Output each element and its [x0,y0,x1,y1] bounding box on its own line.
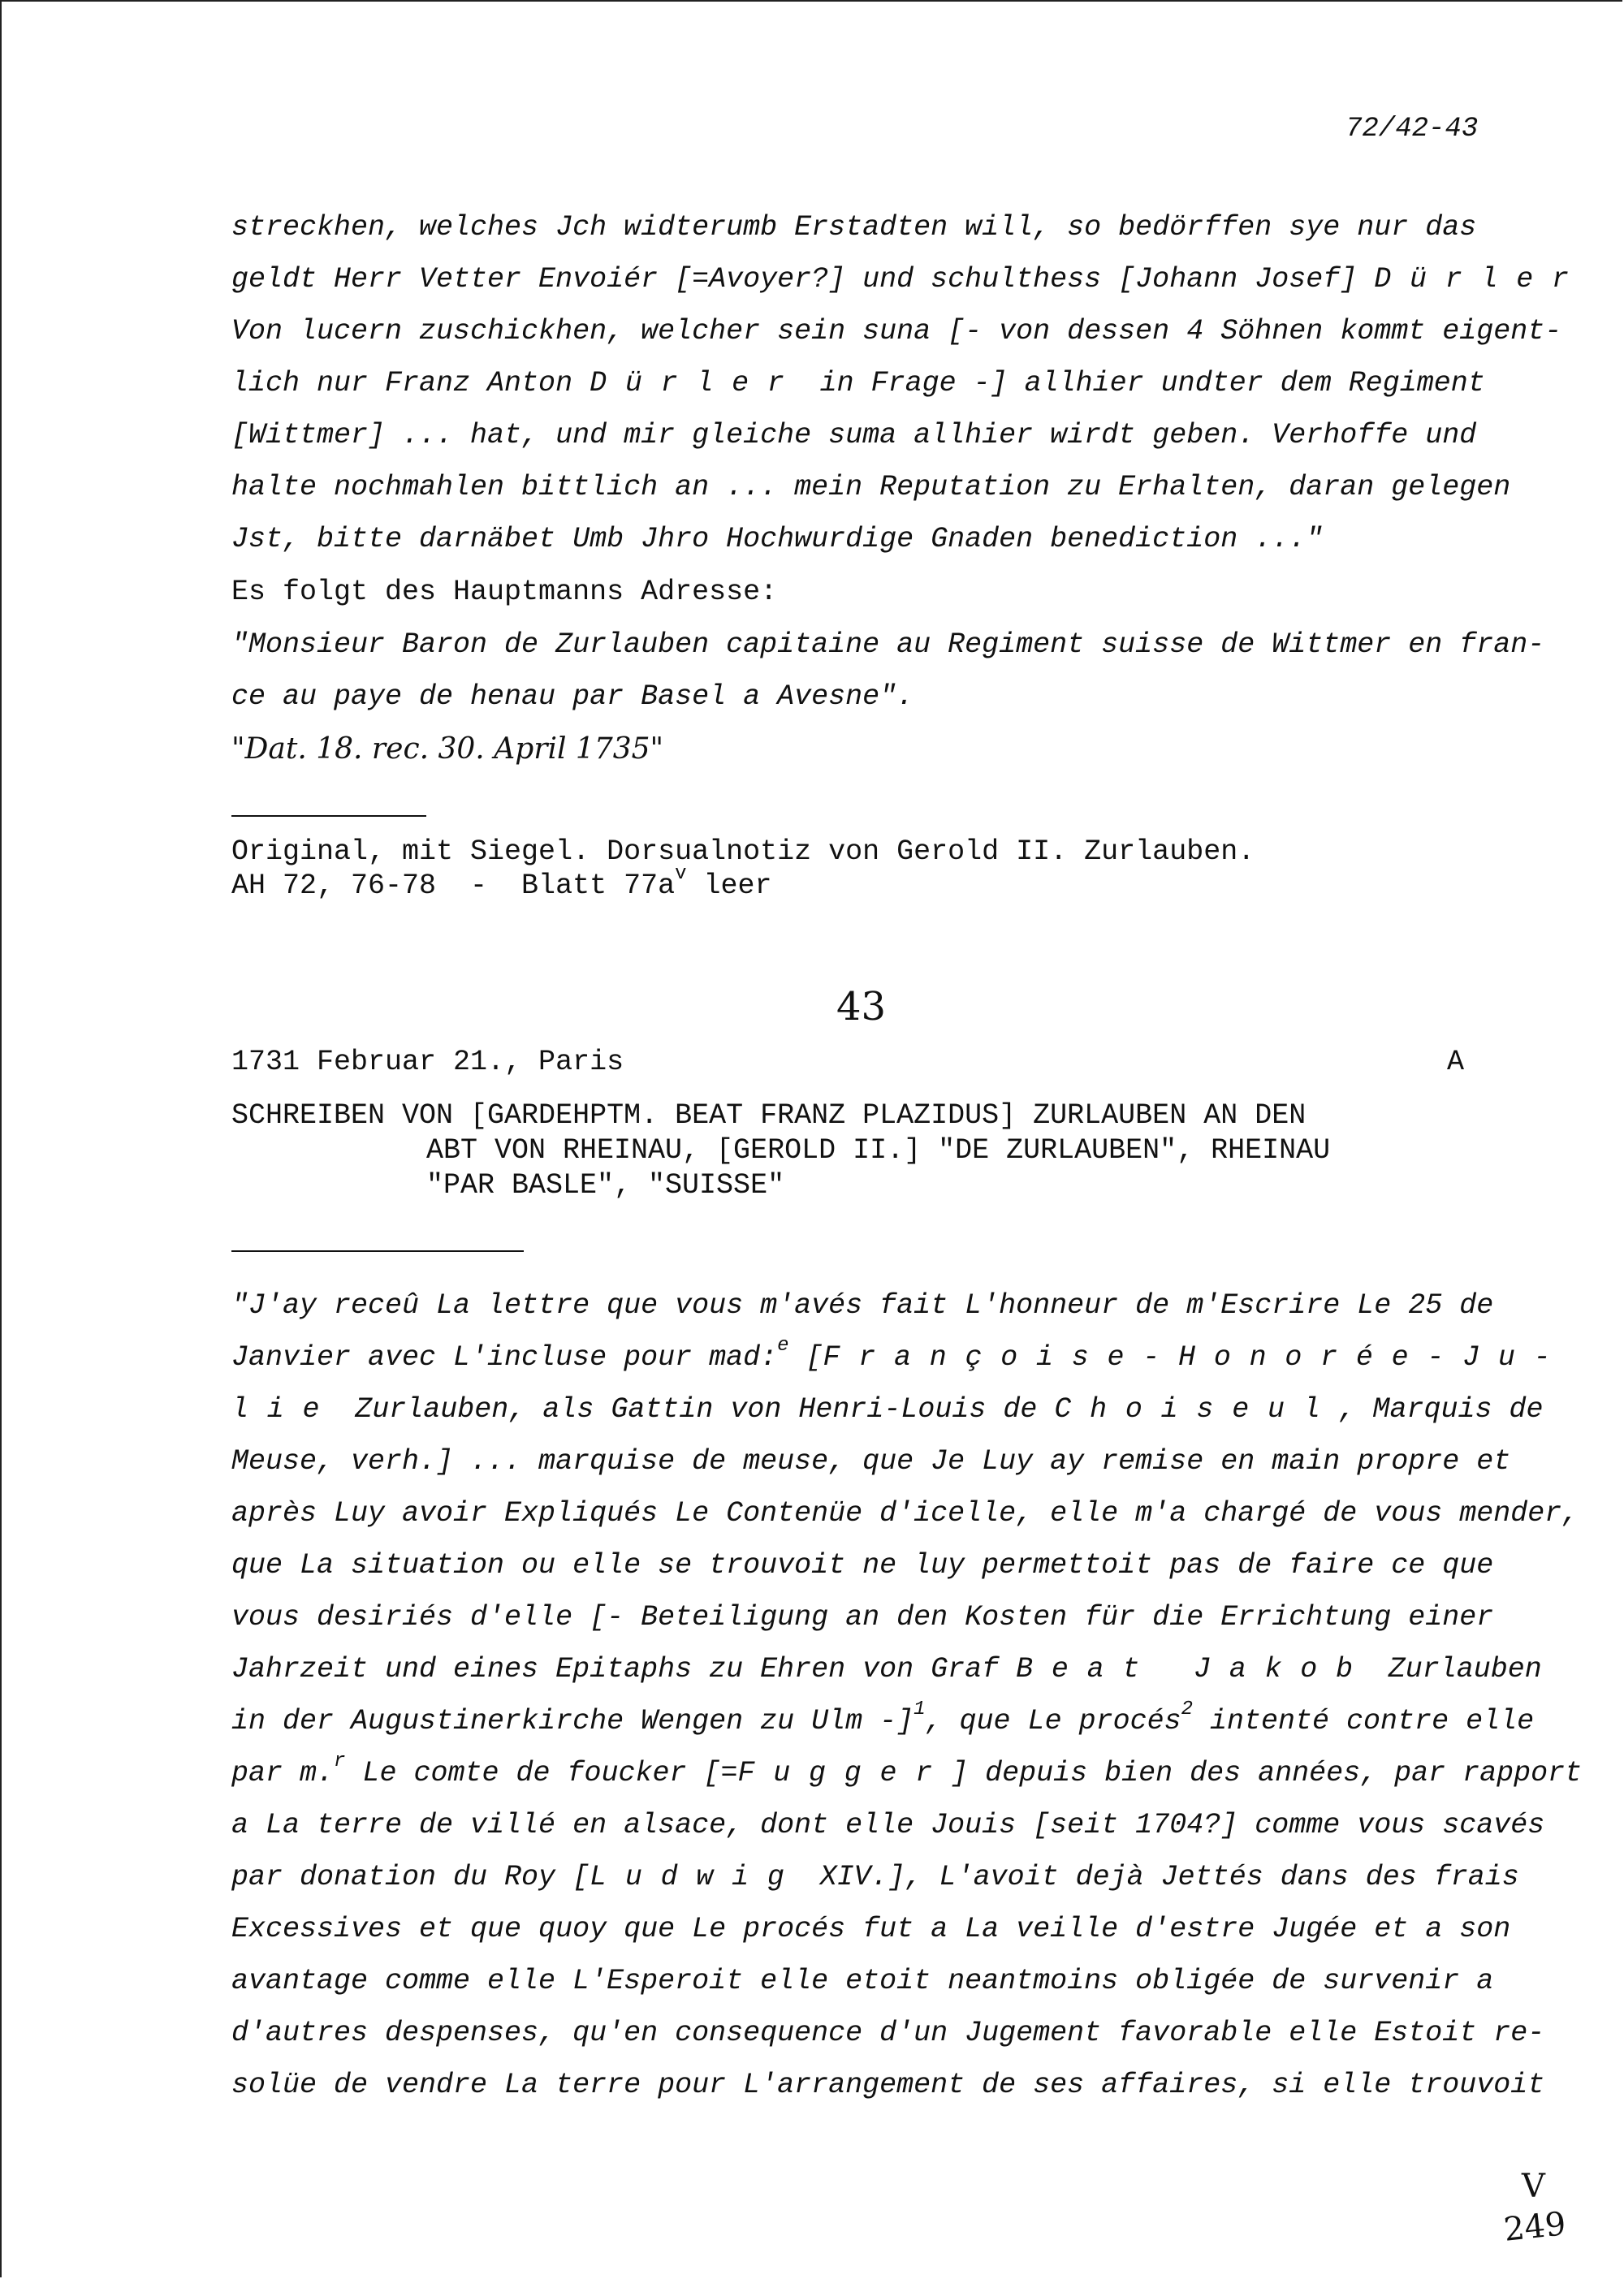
letter-body-line [231,1393,1544,1426]
spaced-name: lie [231,1393,339,1426]
letter-body-line [231,1601,1493,1634]
spaced-name: Ludwig [590,1861,803,1893]
letter-body-line [231,2069,1544,2101]
date-line: "Dat. 18. rec. 30. April 1735" [231,732,664,766]
archival-note-2-sup: v [675,863,687,885]
letter-body-line [231,2017,1544,2049]
previous-letter-line [231,471,1510,503]
text-segment: , que Le procés [925,1705,1181,1737]
text-segment: par m. [231,1757,335,1789]
previous-letter-line [231,315,1561,347]
text-segment: in Frage -] allhier undter dem Regiment [802,367,1485,399]
text-segment: in der Augustinerkirche Wengen zu Ulm -] [231,1705,914,1737]
text-segment: Zurlauben, als Gattin von Henri-Louis de [338,1393,1055,1426]
text-segment: a La terre de villé en alsace, dont elle Jouis [seit 1704?] comme vous scavés [231,1809,1545,1841]
text-segment: XIV.], L'avoit dejà Jettés dans des frais [802,1861,1519,1893]
text-segment: Excessives et que quoy que Le procés fut a La veille d'estre Jugée et a son [231,1913,1511,1945]
archival-note-1: Original, mit Siegel. Dorsualnotiz von Gerold II. Zurlauben. [231,835,1255,868]
previous-letter-line [231,419,1476,451]
previous-letter-line [231,263,1587,296]
text-segment: Jahrzeit und eines Epitaphs zu Ehren von Graf [231,1653,1017,1686]
text-segment: "J'ay receû La lettre que vous m'avés fait L'honneur de m'Escrire Le 25 de [231,1289,1494,1322]
corner-number: 249 [1501,2205,1568,2249]
letter-body-line [231,1698,1535,1737]
letter-body-line [231,1445,1510,1478]
text-segment: lich nur Franz Anton [231,367,590,399]
entry-heading-line-2: ABT VON RHEINAU, [GEROLD II.] "DE ZURLAUBEN", RHEINAU [426,1134,1331,1167]
superscript: r [334,1750,346,1772]
entry-heading-line-1: SCHREIBEN VON [GARDEHPTM. BEAT FRANZ PLAZIDUS] ZURLAUBEN AN DEN [231,1099,1307,1132]
previous-letter-line [231,367,1485,399]
letter-body-line [231,1809,1544,1841]
spaced-name: Fugger [737,1757,952,1789]
text-segment: halte nochmahlen bittlich an ... mein Reputation zu Erhalten, daran gelegen [231,471,1511,503]
text-segment: Janvier avec L'incluse pour mad: [231,1341,778,1374]
text-segment: [Wittmer] ... hat, und mir gleiche suma allhier wirdt geben. Verhoffe und [231,419,1477,451]
letter-body-line [231,1965,1493,1997]
spaced-name: Dürler [590,367,803,399]
spaced-name: Dürler [1374,263,1587,296]
text-segment: que La situation ou elle se trouvoit ne luy permettoit pas de faire ce que [231,1549,1494,1582]
letter-body-line [231,1913,1510,1945]
heading-rule [231,1250,524,1252]
spaced-name: Choiseul [1054,1393,1339,1426]
text-segment: avantage comme elle L'Esperoit elle etoit neantmoins obligée de survenir a [231,1965,1494,1997]
letter-body-line [231,1335,1570,1374]
archival-note-2-a: AH 72, 76-78 - Blatt 77a [231,870,676,902]
text-segment: , Marquis de [1338,1393,1544,1426]
text-segment: streckhen, welches Jch widterumb Erstadten will, so bedörffen sye nur das [231,211,1477,244]
text-segment: par donation du Roy [ [231,1861,590,1893]
address-line-1: "Monsieur Baron de Zurlauben capitaine au Regiment suisse de Wittmer en fran- [231,628,1545,661]
superscript: 2 [1181,1698,1194,1720]
entry-heading-line-3: "PAR BASLE", "SUISSE" [426,1169,785,1202]
entry-type-code: A [1447,1046,1465,1078]
letter-body-line [231,1497,1579,1530]
letter-body-line [231,1861,1519,1893]
spaced-name: Françoise-Honorée-Ju- [823,1341,1570,1374]
address-intro: Es folgt des Hauptmanns Adresse: [231,576,778,608]
entry-date-place: 1731 Februar 21., Paris [231,1046,624,1078]
text-segment: Jst, bitte darnäbet Umb Jhro Hochwurdige Gnaden benediction ..." [231,523,1324,555]
previous-letter-line [231,523,1323,555]
text-segment: ] depuis bien des années, par rapport [951,1757,1583,1789]
text-segment: après Luy avoir Expliqués Le Contenüe d'icelle, elle m'a chargé de vous mender, [231,1497,1579,1530]
text-segment: [ [788,1341,823,1374]
page-reference: 72/42-43 [1345,114,1479,145]
text-segment: Le comte de foucker [= [345,1757,738,1789]
letter-body-line [231,1750,1583,1789]
text-segment: Meuse, verh.] ... marquise de meuse, que Je Luy ay remise en main propre et [231,1445,1511,1478]
letter-body-line [231,1289,1493,1322]
text-segment: intenté contre elle [1193,1705,1535,1737]
letter-body-line [231,1653,1542,1686]
corner-mark: V [1522,2168,1545,2205]
superscript: e [777,1335,789,1357]
archival-note-2 [231,863,772,902]
text-segment: vous desiriés d'elle [- Beteiligung an den Kosten für die Errichtung einer [231,1601,1494,1634]
text-segment: d'autres despenses, qu'en consequence d'un Jugement favorable elle Estoit re- [231,2017,1545,2049]
spaced-name: Beat Jakob [1016,1653,1371,1686]
letter-body-line [231,1549,1493,1582]
footnote-rule [231,815,426,817]
text-segment: solüe de vendre La terre pour L'arrangement de ses affaires, si elle trouvoit [231,2069,1545,2101]
entry-number: 43 [836,984,887,1029]
address-line-2: ce au paye de henau par Basel a Avesne". [231,680,914,713]
text-segment: Zurlauben [1371,1653,1542,1686]
text-segment: geldt Herr Vetter Envoiér [=Avoyer?] und schulthess [Johann Josef] [231,263,1375,296]
previous-letter-line [231,211,1476,244]
archival-note-2-b: leer [686,870,772,902]
superscript: 1 [914,1698,926,1720]
text-segment: Von lucern zuschickhen, welcher sein suna [- von dessen 4 Söhnen kommt eigent- [231,315,1562,347]
